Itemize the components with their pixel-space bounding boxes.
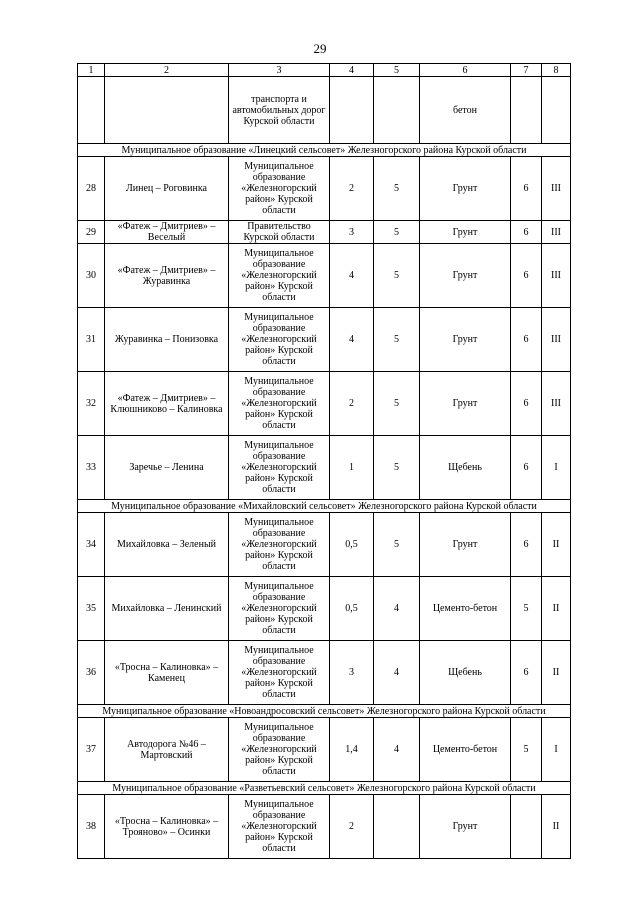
table-row bbox=[78, 221, 571, 244]
cell-width: 5 bbox=[374, 157, 420, 221]
cell-owner: Муниципальное образование «Железногорский район» Курской области bbox=[229, 157, 330, 221]
cell-owner: Муниципальное образование «Железногорский район» Курской области bbox=[229, 513, 330, 577]
table-row bbox=[78, 577, 571, 641]
cell-class: III bbox=[542, 372, 571, 436]
cell-width: 5 bbox=[374, 308, 420, 372]
section-title: Муниципальное образование «Разветьевский сельсовет» Железногорского района Курской области bbox=[78, 782, 571, 795]
cell-length bbox=[330, 77, 374, 144]
table-row bbox=[78, 513, 571, 577]
table-row bbox=[78, 372, 571, 436]
cell-category bbox=[511, 77, 542, 144]
cell-surface: Грунт bbox=[420, 372, 511, 436]
cell-owner: Муниципальное образование «Железногорский район» Курской области bbox=[229, 372, 330, 436]
cell-length: 2 bbox=[330, 795, 374, 859]
cell-owner: Муниципальное образование «Железногорский район» Курской области bbox=[229, 436, 330, 500]
cell-surface: Щебень bbox=[420, 436, 511, 500]
cell-category: 6 bbox=[511, 157, 542, 221]
table-row bbox=[78, 718, 571, 782]
column-number: 7 bbox=[511, 64, 542, 77]
cell-category: 6 bbox=[511, 244, 542, 308]
cell-owner: Муниципальное образование «Железногорский район» Курской области bbox=[229, 577, 330, 641]
cell-num: 36 bbox=[78, 641, 105, 705]
cell-category: 6 bbox=[511, 221, 542, 244]
section-title: Муниципальное образование «Линецкий сельсовет» Железногорского района Курской области bbox=[78, 144, 571, 157]
cell-class: II bbox=[542, 577, 571, 641]
table-row bbox=[78, 308, 571, 372]
cell-length: 4 bbox=[330, 244, 374, 308]
cell-surface: Грунт bbox=[420, 244, 511, 308]
cell-length: 0,5 bbox=[330, 513, 374, 577]
cell-width: 4 bbox=[374, 718, 420, 782]
section-title: Муниципальное образование «Новоандросовский сельсовет» Железногорского района Курской области bbox=[78, 705, 571, 718]
column-number: 8 bbox=[542, 64, 571, 77]
cell-num: 34 bbox=[78, 513, 105, 577]
cell-category: 6 bbox=[511, 641, 542, 705]
cell-width: 5 bbox=[374, 513, 420, 577]
cell-owner: транспорта и автомобильных дорог Курской области bbox=[229, 77, 330, 144]
cell-name: «Тросна – Калиновка» – Трояново» – Осинки bbox=[105, 795, 229, 859]
roads-table bbox=[77, 63, 571, 859]
cell-name: «Тросна – Калиновка» – Каменец bbox=[105, 641, 229, 705]
cell-length: 0,5 bbox=[330, 577, 374, 641]
cell-category: 5 bbox=[511, 577, 542, 641]
cell-width: 5 bbox=[374, 221, 420, 244]
cell-owner: Правительство Курской области bbox=[229, 221, 330, 244]
cell-num: 30 bbox=[78, 244, 105, 308]
cell-category: 6 bbox=[511, 372, 542, 436]
section-header-row bbox=[78, 500, 571, 513]
section-header-row bbox=[78, 782, 571, 795]
cell-num: 35 bbox=[78, 577, 105, 641]
cell-class: II bbox=[542, 641, 571, 705]
column-number: 5 bbox=[374, 64, 420, 77]
cell-name: Автодорога №46 – Мартовский bbox=[105, 718, 229, 782]
cell-class: III bbox=[542, 221, 571, 244]
column-number: 4 bbox=[330, 64, 374, 77]
cell-surface: бетон bbox=[420, 77, 511, 144]
continuation-row bbox=[78, 77, 571, 144]
cell-length: 3 bbox=[330, 641, 374, 705]
cell-name: «Фатеж – Дмитриев» – Журавинка bbox=[105, 244, 229, 308]
cell-name bbox=[105, 77, 229, 144]
cell-surface: Грунт bbox=[420, 513, 511, 577]
section-header-row bbox=[78, 144, 571, 157]
cell-name: Заречье – Ленина bbox=[105, 436, 229, 500]
cell-class: II bbox=[542, 513, 571, 577]
cell-width: 5 bbox=[374, 372, 420, 436]
cell-owner: Муниципальное образование «Железногорский район» Курской области bbox=[229, 718, 330, 782]
section-header-row bbox=[78, 705, 571, 718]
cell-num: 38 bbox=[78, 795, 105, 859]
cell-num: 28 bbox=[78, 157, 105, 221]
cell-category: 6 bbox=[511, 308, 542, 372]
cell-name: «Фатеж – Дмитриев» – Клюшниково – Калиновка bbox=[105, 372, 229, 436]
cell-width: 4 bbox=[374, 641, 420, 705]
cell-class: III bbox=[542, 244, 571, 308]
cell-category: 6 bbox=[511, 436, 542, 500]
cell-num: 33 bbox=[78, 436, 105, 500]
table-row bbox=[78, 641, 571, 705]
cell-length: 1 bbox=[330, 436, 374, 500]
column-number: 6 bbox=[420, 64, 511, 77]
cell-name: Линец – Роговинка bbox=[105, 157, 229, 221]
cell-length: 2 bbox=[330, 372, 374, 436]
cell-num: 32 bbox=[78, 372, 105, 436]
cell-surface: Грунт bbox=[420, 221, 511, 244]
cell-surface: Цементо-бетон bbox=[420, 718, 511, 782]
cell-surface: Грунт bbox=[420, 308, 511, 372]
cell-num: 31 bbox=[78, 308, 105, 372]
cell-num: 29 bbox=[78, 221, 105, 244]
cell-name: «Фатеж – Дмитриев» – Веселый bbox=[105, 221, 229, 244]
table-row bbox=[78, 157, 571, 221]
section-title: Муниципальное образование «Михайловский сельсовет» Железногорского района Курской области bbox=[78, 500, 571, 513]
cell-class bbox=[542, 77, 571, 144]
cell-owner: Муниципальное образование «Железногорский район» Курской области bbox=[229, 641, 330, 705]
cell-length: 4 bbox=[330, 308, 374, 372]
column-number: 3 bbox=[229, 64, 330, 77]
cell-width: 5 bbox=[374, 244, 420, 308]
cell-surface: Грунт bbox=[420, 157, 511, 221]
cell-width: 4 bbox=[374, 577, 420, 641]
cell-length: 2 bbox=[330, 157, 374, 221]
cell-category: 6 bbox=[511, 513, 542, 577]
cell-width bbox=[374, 795, 420, 859]
cell-class: III bbox=[542, 157, 571, 221]
cell-class: I bbox=[542, 718, 571, 782]
cell-owner: Муниципальное образование «Железногорский район» Курской области bbox=[229, 795, 330, 859]
cell-surface: Щебень bbox=[420, 641, 511, 705]
cell-surface: Грунт bbox=[420, 795, 511, 859]
cell-owner: Муниципальное образование «Железногорский район» Курской области bbox=[229, 308, 330, 372]
cell-name: Михайловка – Зеленый bbox=[105, 513, 229, 577]
cell-category: 5 bbox=[511, 718, 542, 782]
cell-width bbox=[374, 77, 420, 144]
cell-length: 3 bbox=[330, 221, 374, 244]
cell-class: II bbox=[542, 795, 571, 859]
cell-class: I bbox=[542, 436, 571, 500]
cell-num bbox=[78, 77, 105, 144]
cell-class: III bbox=[542, 308, 571, 372]
cell-name: Журавинка – Понизовка bbox=[105, 308, 229, 372]
column-number: 1 bbox=[78, 64, 105, 77]
cell-surface: Цементо-бетон bbox=[420, 577, 511, 641]
table-row bbox=[78, 436, 571, 500]
cell-category bbox=[511, 795, 542, 859]
table-row bbox=[78, 795, 571, 859]
column-number: 2 bbox=[105, 64, 229, 77]
cell-width: 5 bbox=[374, 436, 420, 500]
page-number: 29 bbox=[313, 41, 327, 56]
cell-owner: Муниципальное образование «Железногорский район» Курской области bbox=[229, 244, 330, 308]
cell-name: Михайловка – Ленинский bbox=[105, 577, 229, 641]
table-row bbox=[78, 244, 571, 308]
cell-length: 1,4 bbox=[330, 718, 374, 782]
cell-num: 37 bbox=[78, 718, 105, 782]
column-number-row bbox=[78, 64, 571, 77]
